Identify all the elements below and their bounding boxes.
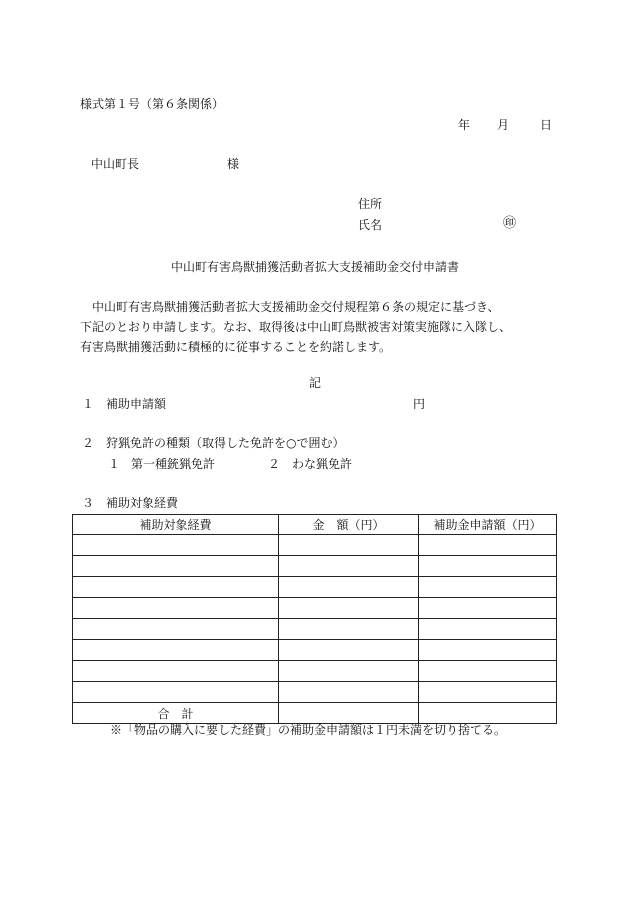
license-option-1-label: 第一種銃猟免許 (131, 457, 216, 471)
total-row (73, 703, 557, 724)
item3-number: ３ (82, 496, 95, 510)
amount-cell[interactable] (279, 640, 419, 661)
table-row (73, 619, 557, 640)
ki-heading: 記 (308, 376, 321, 390)
subsidy-amount-cell[interactable] (419, 598, 557, 619)
addressee-honorific: 様 (227, 157, 240, 171)
item2-label: 狩猟免許の種類（取得した免許を○で囲む） (106, 436, 345, 450)
date-month-label: 月 (497, 118, 510, 132)
table-header-row (73, 515, 557, 535)
amount-cell[interactable] (279, 682, 419, 703)
header-amount: 金 額（円） (279, 515, 419, 535)
subsidy-amount-cell[interactable] (419, 535, 557, 556)
seal-mark: ㊞ (503, 216, 517, 231)
total-subsidy-cell[interactable] (419, 703, 557, 724)
expense-item-cell[interactable] (73, 598, 279, 619)
body-line-2: 下記のとおり申請します。なお、取得後は中山町鳥獣被害対策実施隊に入隊し、 (80, 320, 512, 334)
amount-cell[interactable] (279, 535, 419, 556)
subsidy-amount-cell[interactable] (419, 556, 557, 577)
item1-number: １ (82, 397, 95, 411)
license-option-1-number: １ (108, 457, 121, 471)
date-year-label: 年 (458, 118, 471, 132)
license-option-2-number: ２ (268, 457, 281, 471)
subsidy-amount-cell[interactable] (419, 577, 557, 598)
table-body (73, 535, 557, 724)
form-number: 様式第１号（第６条関係） (80, 97, 225, 111)
header-subsidy-amount: 補助金申請額（円） (419, 515, 557, 535)
expense-item-cell[interactable] (73, 556, 279, 577)
total-label: 合 計 (73, 703, 279, 724)
body-paragraph (80, 297, 560, 357)
table-row (73, 556, 557, 577)
name-label: 氏名 (358, 218, 383, 232)
body-line-1: 中山町有害鳥獣捕獲活動者拡大支援補助金交付規程第６条の規定に基づき、 (80, 300, 500, 314)
table-row (73, 640, 557, 661)
addressee-name: 中山町長 (91, 157, 140, 171)
expense-item-cell[interactable] (73, 535, 279, 556)
expense-item-cell[interactable] (73, 640, 279, 661)
table-row (73, 682, 557, 703)
amount-cell[interactable] (279, 598, 419, 619)
amount-cell[interactable] (279, 661, 419, 682)
expense-item-cell[interactable] (73, 619, 279, 640)
subsidy-amount-cell[interactable] (419, 682, 557, 703)
item1-label: 補助申請額 (106, 397, 167, 411)
table-row (73, 577, 557, 598)
total-amount-cell[interactable] (279, 703, 419, 724)
address-label: 住所 (358, 197, 383, 211)
expense-item-cell[interactable] (73, 577, 279, 598)
item1-unit: 円 (413, 397, 426, 411)
document-title: 中山町有害鳥獣捕獲活動者拡大支援補助金交付申請書 (170, 260, 459, 274)
amount-cell[interactable] (279, 577, 419, 598)
date-day-label: 日 (540, 118, 553, 132)
subsidy-amount-cell[interactable] (419, 661, 557, 682)
amount-cell[interactable] (279, 619, 419, 640)
body-line-3: 有害鳥獣捕獲活動に積極的に従事することを約諾します。 (80, 340, 392, 354)
expense-item-cell[interactable] (73, 682, 279, 703)
item2-number: ２ (82, 436, 95, 450)
license-option-2-label: わな猟免許 (292, 457, 353, 471)
amount-cell[interactable] (279, 556, 419, 577)
expense-table (72, 514, 557, 724)
footnote: ※「物品の購入に要した経費」の補助金申請額は１円未満を切り捨てる。 (110, 723, 507, 737)
subsidy-amount-cell[interactable] (419, 619, 557, 640)
item3-label: 補助対象経費 (106, 496, 179, 510)
expense-item-cell[interactable] (73, 661, 279, 682)
table-row (73, 661, 557, 682)
table-row (73, 598, 557, 619)
header-expense-item: 補助対象経費 (73, 515, 279, 535)
table-row (73, 535, 557, 556)
subsidy-amount-cell[interactable] (419, 640, 557, 661)
